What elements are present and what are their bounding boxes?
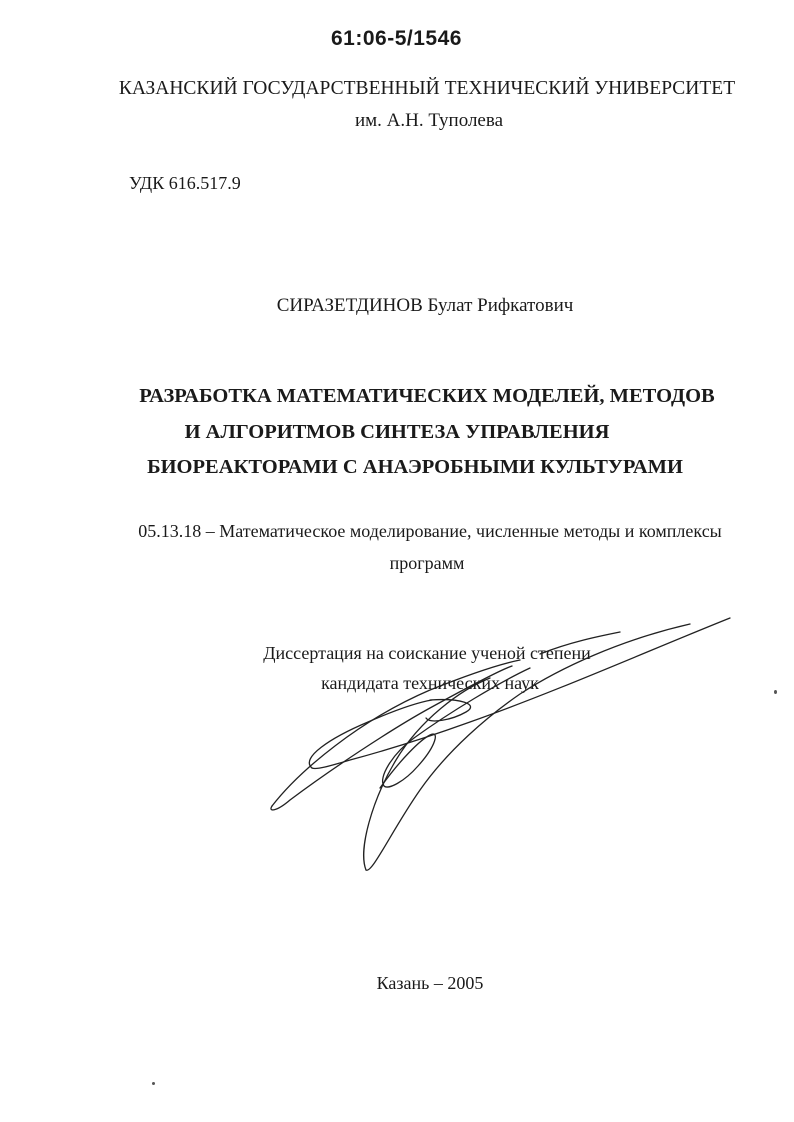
specialty-line: 05.13.18 – Математическое моделирование, численные методы и комплексы (138, 521, 722, 541)
scan-speck (774, 690, 777, 694)
thesis-title-line: РАЗРАБОТКА МАТЕМАТИЧЕСКИХ МОДЕЛЕЙ, МЕТОДОВ (139, 385, 715, 407)
author-name: СИРАЗЕТДИНОВ Булат Рифкатович (276, 295, 574, 316)
dissertation-degree-line: Диссертация на соискание ученой степени (263, 643, 591, 663)
dissertation-degree-line: кандидата технических наук (321, 673, 539, 693)
specialty-line: программ (389, 553, 465, 573)
university-named-after: им. А.Н. Туполева (354, 110, 504, 131)
university-name: КАЗАНСКИЙ ГОСУДАРСТВЕННЫЙ ТЕХНИЧЕСКИЙ УНИВЕРСИТЕТ (118, 78, 736, 99)
scan-speck (152, 1082, 155, 1085)
archive-code: 61:06-5/1546 (331, 27, 462, 50)
thesis-title-line: БИОРЕАКТОРАМИ С АНАЭРОБНЫМИ КУЛЬТУРАМИ (147, 456, 683, 478)
city-year: Казань – 2005 (376, 973, 484, 993)
udc-code: УДК 616.517.9 (129, 173, 241, 193)
thesis-title-line: И АЛГОРИТМОВ СИНТЕЗА УПРАВЛЕНИЯ (184, 421, 610, 443)
